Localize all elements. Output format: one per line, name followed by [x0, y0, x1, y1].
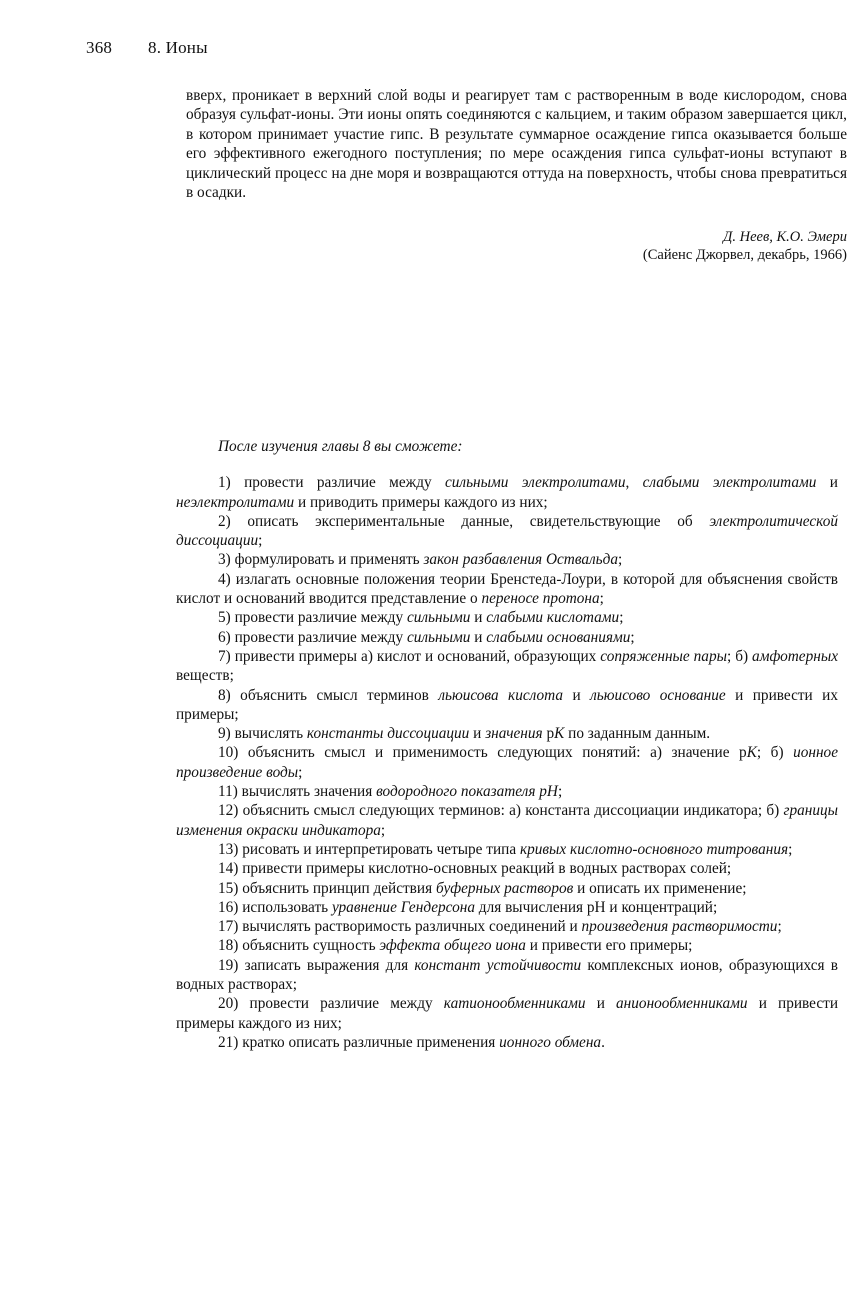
objective-text: 20) провести различие между	[218, 995, 444, 1013]
objective-item	[176, 859, 838, 878]
objective-term: буферных растворов	[435, 879, 574, 897]
objective-item	[176, 743, 838, 782]
objective-term: электролитической диссоциации	[176, 512, 838, 550]
objective-term: водородного показателя pH	[376, 783, 558, 801]
objective-text: ;	[258, 532, 263, 550]
objective-term: переносе протона	[481, 590, 600, 608]
objective-term: констант устойчивости	[414, 956, 582, 974]
objectives-intro: После изучения главы 8 вы сможете:	[218, 438, 463, 455]
objective-term: уравнение Гендерсона	[331, 898, 475, 916]
objective-text: и	[469, 725, 486, 743]
objective-text: и	[816, 474, 838, 492]
objective-text: 12) объяснить смысл следующих терминов: а) константа диссоциации индикатора; б)	[218, 802, 784, 820]
objectives-section	[176, 437, 838, 1052]
objective-item	[176, 782, 838, 801]
objective-term: сильными	[406, 628, 471, 646]
objective-text: ;	[599, 590, 604, 608]
objective-text: комплексных ионов, образующихся в водных растворах;	[176, 956, 839, 994]
objective-item	[176, 879, 838, 898]
objective-item	[176, 840, 838, 859]
objective-text: ; б)	[756, 744, 794, 762]
objective-text: и	[563, 686, 591, 704]
objective-text: по заданным данным.	[564, 725, 711, 743]
objective-text: .	[601, 1033, 605, 1051]
objective-text: 6) провести различие между	[218, 628, 407, 646]
objective-text: ;	[298, 763, 303, 781]
objective-term: льюисова кислота	[438, 686, 564, 704]
objective-term: сопряженные пары	[600, 647, 727, 665]
attribution-source: (Сайенс Джорвел, декабрь, 1966)	[642, 247, 847, 263]
objective-text: 13) рисовать и интерпретировать четыре типа	[218, 840, 520, 858]
objective-term: значения	[485, 725, 543, 743]
objective-term: сильными	[406, 609, 471, 627]
objective-text: 7) привести примеры а) кислот и оснований, образующих	[218, 647, 601, 665]
objective-term: кривых кислотно-основного титрования	[519, 840, 789, 858]
objective-term: эффекта общего иона	[379, 937, 526, 955]
objective-term: произведения растворимости	[581, 918, 778, 936]
chapter-title: 8. Ионы	[148, 38, 208, 57]
attribution	[643, 228, 847, 264]
page-number: 368	[86, 38, 113, 57]
objective-text: 1) провести различие между	[218, 474, 445, 492]
objective-text: ,	[625, 474, 643, 492]
objective-text: и привести их примеры;	[176, 686, 838, 723]
objective-item	[176, 473, 838, 512]
objective-item	[176, 917, 838, 936]
objective-text: 17) вычислять растворимость различных соединений и	[218, 918, 582, 936]
objective-text: ; б)	[726, 647, 753, 665]
objective-term: ионное произведение воды	[176, 744, 838, 781]
objective-text: 8) объяснить смысл терминов	[218, 686, 439, 704]
objective-term: закон разбавления Оствальда	[423, 551, 619, 569]
objective-term: анионообменниками	[616, 995, 748, 1013]
page-header	[86, 38, 208, 58]
objective-text: 21) кратко описать различные применения	[218, 1033, 500, 1051]
objective-text: 14) привести примеры кислотно-основных реакций в водных растворах солей;	[218, 860, 732, 878]
objective-text: 10) объяснить смысл и применимость следующих понятий: а) значение p	[218, 744, 747, 762]
objective-term: константы диссоциации	[306, 725, 470, 743]
objective-text: ;	[557, 783, 563, 801]
objective-text: 11) вычислять значения	[218, 783, 377, 801]
objective-item	[176, 628, 838, 647]
objective-item	[176, 994, 838, 1033]
objective-item	[176, 898, 838, 917]
objective-text: ;	[618, 551, 623, 569]
objective-term: льюисово основание	[590, 686, 726, 704]
objective-term: слабыми основаниями	[486, 628, 631, 646]
objective-item	[176, 647, 838, 686]
objective-text: 9) вычислять	[218, 725, 307, 743]
objective-item	[176, 801, 838, 840]
objective-text: веществ;	[176, 667, 234, 685]
objective-text: и	[585, 995, 617, 1013]
objective-text: и	[470, 628, 487, 646]
objective-term: сильными электролитами	[444, 474, 626, 492]
objective-text: и привести примеры каждого из них;	[176, 995, 839, 1032]
objective-text: и описать их применение;	[573, 879, 747, 897]
objective-text: ;	[380, 821, 386, 839]
objective-term: K	[746, 744, 757, 762]
passage-text: вверх, проникает в верхний слой воды и реагирует там с растворенным в воде кислородом, снова образуя сульфат-ионы. Эти ионы опять соединяются с кальцием, и таким образом завершается цикл, в котором принимает участие гипс. В результате суммарное осаждение гипса оказывается больше его эффективного ежегодного поступления; по мере осаждения гипса сульфат-ионы вступают в циклический процесс на дне моря и возвращаются оттуда на поверхность, чтобы снова превратиться в осадки.	[186, 87, 847, 202]
objective-text: ;	[630, 628, 635, 646]
objective-text: 19) записать выражения для	[218, 956, 415, 974]
objective-term: K	[554, 725, 565, 743]
objective-term: амфотерных	[752, 647, 838, 665]
objective-term: неэлектролитами	[176, 493, 295, 511]
objective-item	[176, 956, 838, 995]
objective-text: 3) формулировать и применять	[218, 551, 424, 569]
objective-text: 16) использовать	[218, 898, 332, 916]
objective-text: для вычисления pH и концентраций;	[474, 898, 718, 916]
objective-item	[176, 686, 838, 725]
objective-text: 5) провести различие между	[218, 609, 407, 627]
objective-text: 15) объяснить принцип действия	[218, 879, 436, 897]
objective-text: ;	[619, 609, 624, 627]
objectives-list	[176, 473, 838, 1052]
objective-item	[176, 608, 838, 627]
objective-text: p	[542, 725, 555, 743]
objective-text: 4) излагать основные положения теории Бренстеда-Лоури, в которой для объяснения свойств кислот и оснований вводится представление о	[176, 570, 838, 608]
objective-text: ;	[788, 840, 793, 858]
attribution-authors: Д. Неев, К.О. Эмери	[723, 229, 847, 245]
objective-term: катионообменниками	[443, 995, 586, 1013]
objective-term: ионного обмена	[499, 1033, 602, 1051]
objective-item	[176, 550, 838, 569]
objective-text: и приводить примеры каждого из них;	[294, 493, 548, 511]
objective-term: слабыми кислотами	[486, 609, 620, 627]
objective-term: границы изменения окраски индикатора	[176, 802, 838, 839]
objective-text: ;	[777, 918, 782, 936]
objective-item	[176, 724, 838, 743]
objective-text: и привести его примеры;	[525, 937, 693, 955]
objective-text: 18) объяснить сущность	[218, 937, 380, 955]
objective-text: 2) описать экспериментальные данные, свидетельствующие об	[218, 512, 710, 530]
objective-item	[176, 512, 838, 551]
objective-item	[176, 570, 838, 609]
objective-item	[176, 936, 838, 955]
objective-term: слабыми электролитами	[642, 474, 817, 492]
objective-text: и	[470, 609, 487, 627]
objective-item	[176, 1033, 838, 1052]
